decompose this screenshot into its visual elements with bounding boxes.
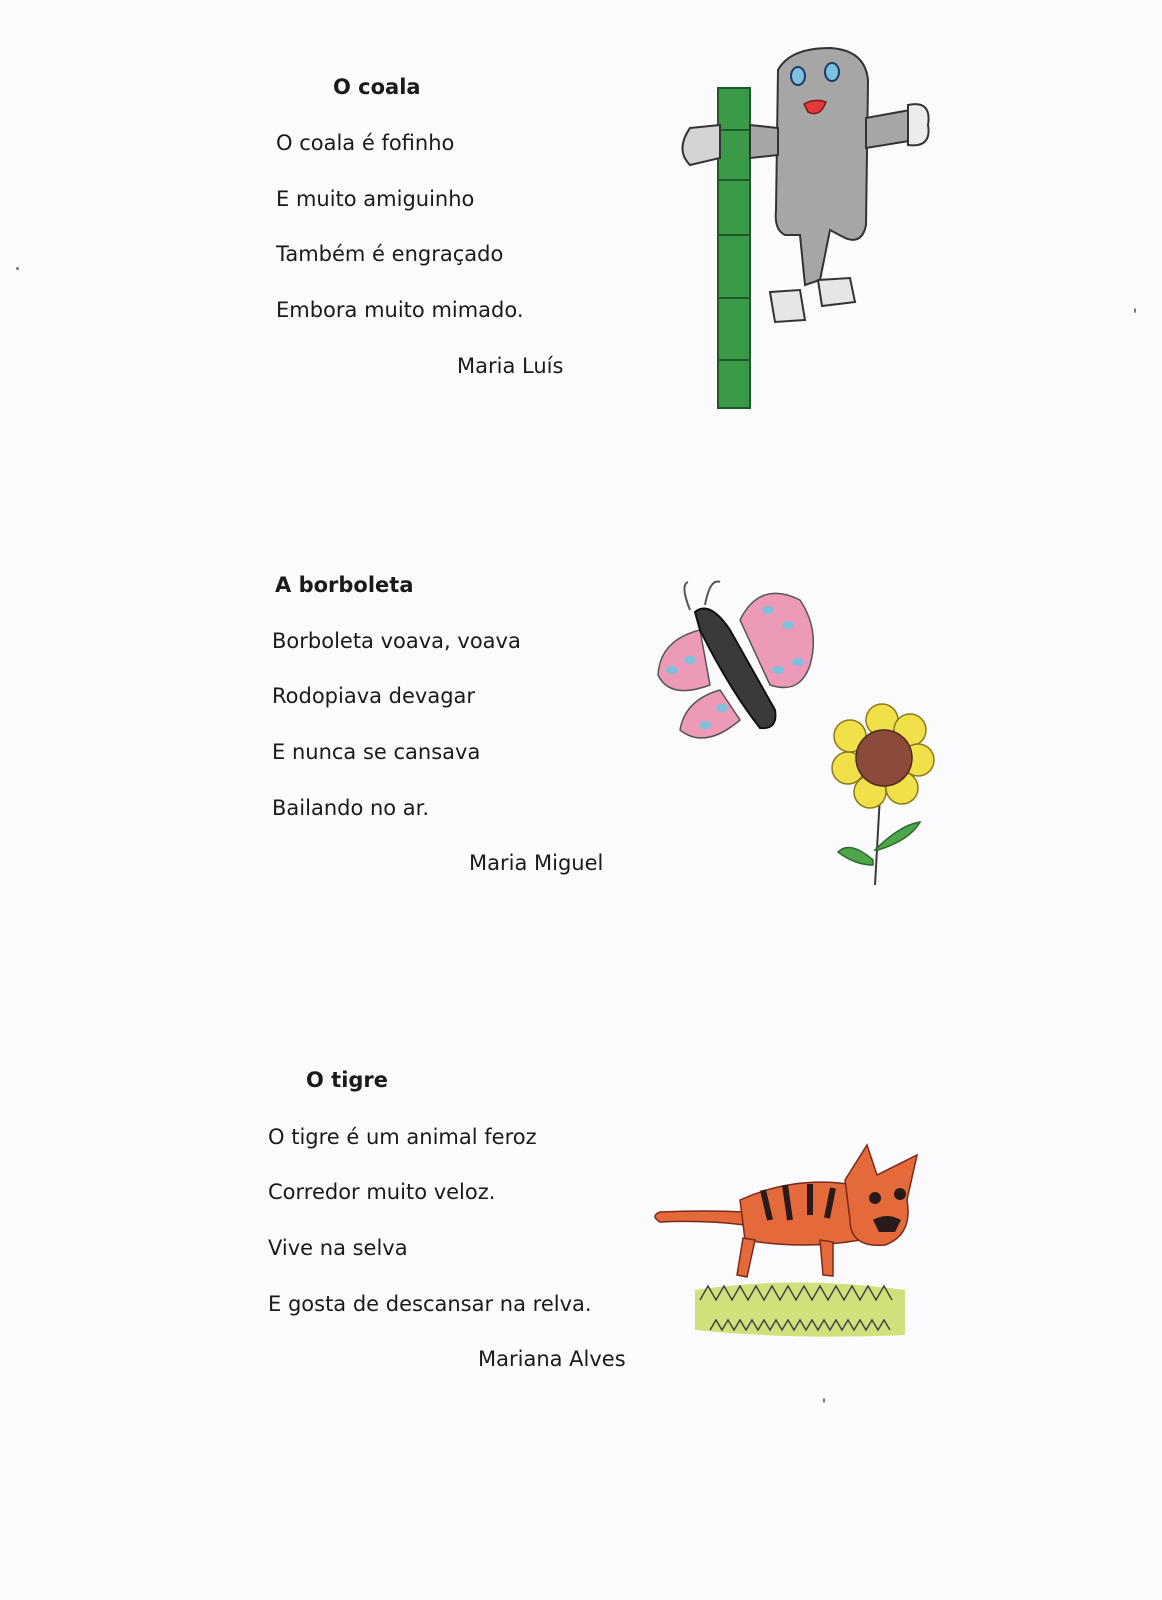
- tiger-drawing: [645, 1140, 935, 1350]
- paper-speck: [16, 267, 19, 270]
- poem-line: Rodopiava devagar: [272, 684, 476, 708]
- poem-line: Também é engraçado: [276, 242, 504, 266]
- poem-line: Vive na selva: [268, 1236, 408, 1260]
- poem-line: Bailando no ar.: [272, 796, 430, 820]
- poem-line: E muito amiguinho: [276, 187, 475, 211]
- poem-line: Embora muito mimado.: [276, 298, 524, 322]
- poem-line: E gosta de descansar na relva.: [268, 1292, 592, 1316]
- koala-drawing: [670, 40, 950, 420]
- poem-line: O tigre é um animal feroz: [268, 1125, 537, 1149]
- poem-author: Maria Miguel: [469, 851, 604, 875]
- poem-author: Maria Luís: [457, 354, 564, 378]
- butterfly-drawing: [650, 570, 830, 770]
- poem-line: Borboleta voava, voava: [272, 629, 521, 653]
- poem-author: Mariana Alves: [478, 1347, 626, 1371]
- poem-title: O coala: [333, 75, 421, 99]
- flower-drawing: [830, 700, 940, 900]
- poem-title: A borboleta: [275, 573, 414, 597]
- poem-line: O coala é fofinho: [276, 131, 455, 155]
- paper-speck: [823, 1398, 825, 1403]
- poem-line: Corredor muito veloz.: [268, 1180, 496, 1204]
- poem-line: E nunca se cansava: [272, 740, 481, 764]
- paper-speck: [1134, 308, 1136, 313]
- poem-title: O tigre: [306, 1068, 389, 1092]
